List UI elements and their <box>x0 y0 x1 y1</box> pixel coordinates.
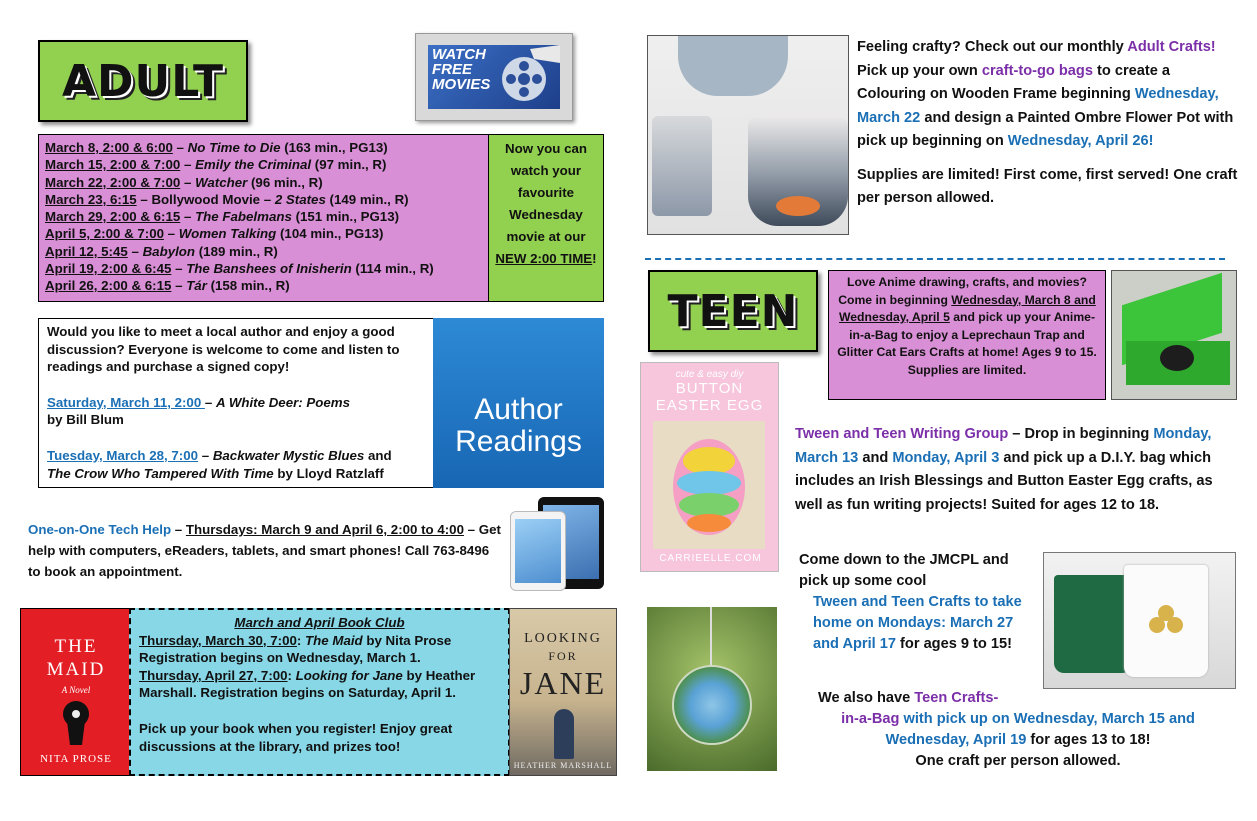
jane-cover-line3: JANE <box>519 665 607 701</box>
dash: – <box>180 174 196 190</box>
movie-info: (149 min., R) <box>325 191 409 207</box>
adult-crafts-label: Adult Crafts! <box>1127 39 1216 55</box>
anime-text-b: and pick up your Anime-in-a-Bag to enjoy a Leprechaun Trap and Glitter Cat Ears Crafts at home! Ages 9 to 15. Supplies are limited. <box>837 310 1097 377</box>
movie-when: April 5, 2:00 & 7:00 <box>45 226 164 242</box>
book1-date: Thursday, March 30, 7:00 <box>139 632 297 648</box>
dash: – <box>180 209 196 225</box>
movie-when: March 23, 6:15 <box>45 191 137 207</box>
author-event2-title2: The Crow Who Tampered With Time <box>47 465 274 481</box>
movie-title: Babylon <box>142 243 196 259</box>
flower-pot-craft-photo <box>647 35 849 235</box>
movie-row <box>45 139 483 156</box>
maid-cover-sub: A Novel <box>61 685 91 695</box>
movie-title: No Time to Die <box>187 140 281 155</box>
tech-help-dates: Thursdays: March 9 and April 6, 2:00 to 4:00 <box>185 522 464 537</box>
author-logo-line1: Author <box>474 393 563 426</box>
movie-row <box>45 277 483 294</box>
movie-title: The Banshees of Inisherin <box>186 261 352 277</box>
tablets-image <box>510 497 606 593</box>
dash: – <box>136 191 152 207</box>
movie-title: Tár <box>186 278 207 294</box>
egg-card-title2: EASTER EGG <box>655 397 764 414</box>
bag-ages: for ages 13 to 18! <box>1026 732 1151 748</box>
author-event1-date[interactable]: Saturday, March 11, 2:00 <box>47 394 205 410</box>
movie-info: (104 min., PG13) <box>276 226 384 242</box>
teen-crafts-bag-text <box>808 688 1228 772</box>
author-readings-box <box>38 318 434 488</box>
dash: – <box>171 261 187 277</box>
wednesday-note-text: Now you can watch your favourite Wednesday movie at our <box>504 141 587 244</box>
movie-info: (97 min., R) <box>311 157 387 173</box>
watch-logo-line2: FREE <box>432 61 473 78</box>
writing-text-a: – Drop in beginning <box>1008 426 1154 442</box>
anime-in-a-bag-box <box>828 270 1106 400</box>
author-readings-logo <box>433 318 604 488</box>
author-event1-title: A White Deer: Poems <box>216 394 350 410</box>
crafts-supplies-note: Supplies are limited! First come, first served! One craft per person allowed. <box>857 166 1238 206</box>
jmcpl-ages: for ages 9 to 15! <box>896 636 1012 652</box>
book2-date: Thursday, April 27, 7:00 <box>139 667 288 683</box>
and-text: and <box>364 447 392 463</box>
book-club-heading: March and April Book Club <box>234 615 405 630</box>
dash: – <box>204 394 217 410</box>
movie-when: April 26, 2:00 & 6:15 <box>45 278 172 294</box>
movie-when: March 15, 2:00 & 7:00 <box>45 157 181 173</box>
movie-row <box>45 174 483 191</box>
movie-row <box>45 191 483 208</box>
writing-date2: Monday, April 3 <box>892 449 1000 466</box>
crafts-text-a: Feeling crafty? Check out our monthly <box>857 39 1128 55</box>
movie-info: (158 min., R) <box>206 278 290 294</box>
maid-cover-author: NITA PROSE <box>40 753 112 765</box>
author-event2-by: by Lloyd Ratzlaff <box>273 465 384 481</box>
button-easter-egg-card <box>640 362 779 572</box>
movie-row <box>45 156 483 173</box>
watch-logo-line1: WATCH <box>432 46 486 63</box>
movie-when: March 22, 2:00 & 7:00 <box>45 174 181 190</box>
writing-and: and <box>858 449 893 466</box>
new-time-highlight: NEW 2:00 TIME <box>495 251 593 266</box>
adult-banner: ADULT <box>38 40 248 122</box>
author-logo-line2: Readings <box>455 425 582 458</box>
dash: – <box>198 447 213 463</box>
movie-title: 2 States <box>274 191 326 207</box>
movie-title: Women Talking <box>178 226 277 242</box>
movie-info: (96 min., R) <box>247 174 323 190</box>
writing-group-text <box>795 423 1235 517</box>
watch-logo-line3: MOVIES <box>432 76 491 93</box>
movie-title: Watcher <box>195 174 248 190</box>
author-event2-title: Backwater Mystic Blues <box>212 447 365 463</box>
movie-info: (151 min., PG13) <box>291 209 400 225</box>
dash: – <box>172 140 188 155</box>
jmcpl-dates: to take home on Mondays: March 27 and April 17 <box>813 594 1022 652</box>
movie-title: The Fabelmans <box>195 209 292 225</box>
movie-when: March 8, 2:00 & 6:00 <box>45 140 173 155</box>
movie-row <box>45 243 483 260</box>
dash: – <box>171 522 186 537</box>
movie-row <box>45 225 483 242</box>
tech-help-notice <box>28 519 504 582</box>
crafts-text-c: to create a Colouring on Wooden Frame beginning <box>857 62 1171 102</box>
teen-crafts-label2: in-a-Bag <box>841 711 900 727</box>
movie-title: Emily the Criminal <box>195 157 312 173</box>
crafts-text-b: Pick up your own <box>857 62 982 79</box>
dash: – <box>127 243 143 259</box>
anime-dates: Wednesday, March 8 and Wednesday, April 5 <box>839 292 1096 324</box>
jane-cover-author: HEATHER MARSHALL <box>513 761 613 770</box>
keyhole-icon <box>61 699 91 745</box>
book-club-closing: Pick up your book when you register! Enjoy great discussions at the library, and prizes too! <box>139 720 453 754</box>
crafts-text-d: and design a Painted Ombre Flower Pot with pick up beginning on <box>857 109 1234 149</box>
movie-info: (163 min., PG13) <box>280 140 388 155</box>
egg-card-title1: BUTTON <box>675 380 744 397</box>
movie-pre: Bollywood Movie – <box>151 191 275 207</box>
section-divider <box>645 258 1225 260</box>
wednesday-note-end: ! <box>592 251 597 266</box>
writing-date1: Monday, March 13 <box>795 426 1212 466</box>
jane-cover-line2: FOR <box>548 649 578 663</box>
movie-when: April 12, 5:45 <box>45 243 128 259</box>
movie-when: April 19, 2:00 & 6:45 <box>45 261 172 277</box>
craft-date2: Wednesday, April 26! <box>1007 133 1154 149</box>
author-event1-by: by Bill Blum <box>47 412 124 428</box>
egg-card-top: cute & easy diy <box>675 369 744 380</box>
maid-cover-title: THE MAID <box>46 636 106 680</box>
bag-text-a: We also have <box>818 690 915 706</box>
adult-crafts-text <box>857 36 1241 211</box>
jmcpl-crafts-text <box>795 550 1033 655</box>
leprechaun-trap-photo <box>1111 270 1237 400</box>
craft-date1: Wednesday, March 22 <box>857 86 1219 126</box>
movie-row <box>45 208 483 225</box>
author-intro: Would you like to meet a local author and enjoy a good discussion? Everyone is welcome to come and listen to readings and purchase a signed copy! <box>47 324 400 375</box>
jmcpl-intro: Come down to the JMCPL and pick up some cool <box>799 552 1009 589</box>
wednesday-movie-note <box>488 134 604 302</box>
dash: – <box>163 226 179 242</box>
book1-rest: by Nita Prose Registration begins on Wednesday, March 1. <box>139 632 452 666</box>
egg-card-footer: CARRIEELLE.COM <box>659 553 762 564</box>
film-reel-icon <box>490 45 560 109</box>
dash: – <box>180 157 196 173</box>
anime-text-a: Love Anime drawing, crafts, and movies? Come in beginning <box>838 275 1087 307</box>
bag-one-craft: One craft per person allowed. <box>915 753 1121 769</box>
teen-crafts-label: Teen Crafts- <box>914 690 999 706</box>
button-egg-icon <box>653 421 765 549</box>
movie-info: (114 min., R) <box>351 261 434 277</box>
writing-group-label: Tween and Teen Writing Group <box>795 426 1009 442</box>
teen-banner: TEEN <box>648 270 818 352</box>
tech-help-label: One-on-One Tech Help <box>28 522 172 537</box>
movie-when: March 29, 2:00 & 6:15 <box>45 209 181 225</box>
movie-row <box>45 260 483 277</box>
tech-help-body: – Get help with computers, eReaders, tablets, and smart phones! Call 763-8496 to book an appointment. <box>28 522 501 579</box>
book-maid-cover <box>20 608 130 776</box>
shamrock-icon <box>1146 601 1186 641</box>
movie-info: (189 min., R) <box>195 243 278 259</box>
craft-bags-label: craft-to-go bags <box>981 62 1093 79</box>
shamrock-mugs-photo <box>1043 552 1236 689</box>
movie-schedule <box>38 134 490 302</box>
book2-rest: by Heather Marshall. Registration begins on Saturday, April 1. <box>139 667 476 701</box>
watch-free-movies-logo <box>415 33 573 121</box>
book2-title: Looking for Jane <box>295 667 403 683</box>
book-club-box: March and April Book Club Thursday, March 30, 7:00: The Maid by Nita Prose Registration begins on Wednesday, March 1. Thursday, April 27, 7:00: Looking for Jane by Heather Marshall. Registration begins on Saturday, April 1. Pick up your book when you register! Enjoy great discussions at the library, and prizes too! <box>129 608 510 776</box>
jane-cover-line1: LOOKING <box>524 631 602 646</box>
bag-dates: with pick up on Wednesday, March 15 and Wednesday, April 19 <box>885 711 1195 748</box>
tween-teen-crafts-label: Tween and Teen Crafts <box>813 594 971 610</box>
author-event2-date[interactable]: Tuesday, March 28, 7:00 <box>47 447 199 463</box>
book-jane-cover <box>509 608 617 776</box>
book1-title: The Maid <box>305 632 363 648</box>
suncatcher-photo <box>647 607 777 771</box>
dash: – <box>171 278 187 294</box>
writing-text-b: and pick up a D.I.Y. bag which includes an Irish Blessings and Button Easter Egg crafts, as well as fun writing projects! Suited for ages 12 to 18. <box>795 449 1213 513</box>
